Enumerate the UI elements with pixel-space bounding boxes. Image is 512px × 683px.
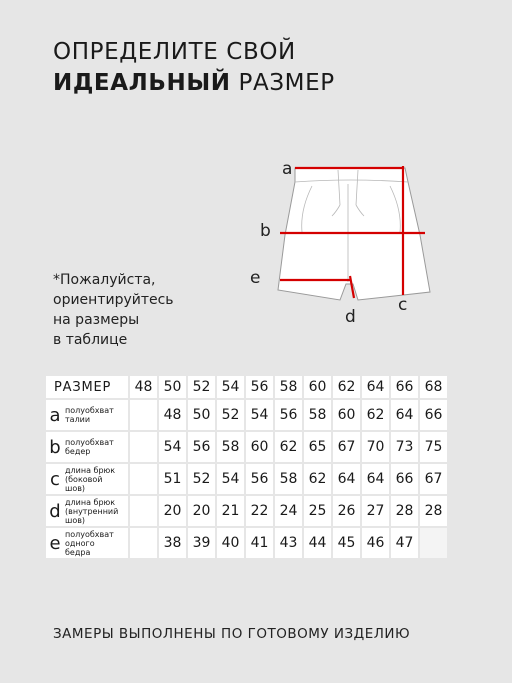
measure-letter: b bbox=[49, 436, 61, 458]
measure-value-cell: 70 bbox=[362, 432, 389, 462]
measure-value-cell: 26 bbox=[333, 496, 360, 526]
measure-value-cell: 27 bbox=[362, 496, 389, 526]
measure-value-cell: 64 bbox=[391, 400, 418, 430]
measure-row-label bbox=[46, 496, 128, 526]
size-note bbox=[53, 270, 174, 350]
size-header-cell: 68 bbox=[420, 376, 447, 398]
title-light-word: РАЗМЕР bbox=[238, 70, 335, 96]
measure-letter: e bbox=[49, 532, 61, 554]
size-table bbox=[44, 374, 449, 560]
measure-value-cell: 28 bbox=[420, 496, 447, 526]
measure-row-label bbox=[46, 528, 128, 558]
note-line-4: в таблице bbox=[53, 332, 128, 348]
measure-value-cell: 51 bbox=[159, 464, 186, 494]
measure-value-cell: 67 bbox=[420, 464, 447, 494]
measure-value-cell bbox=[420, 528, 447, 558]
measure-value-cell: 48 bbox=[159, 400, 186, 430]
measure-value-cell: 58 bbox=[304, 400, 331, 430]
measure-value-cell: 47 bbox=[391, 528, 418, 558]
title-bold-word: ИДЕАЛЬНЫЙ bbox=[53, 70, 231, 96]
measure-description-line: шов) bbox=[65, 515, 86, 525]
measure-value-cell: 62 bbox=[275, 432, 302, 462]
measure-row-d bbox=[46, 496, 447, 526]
measure-letter: a bbox=[49, 404, 61, 426]
measure-value-cell bbox=[130, 400, 157, 430]
measure-row-e bbox=[46, 528, 447, 558]
note-line-3: на размеры bbox=[53, 312, 140, 328]
label-c: c bbox=[398, 295, 408, 315]
measure-letter: c bbox=[50, 468, 60, 490]
measure-value-cell: 52 bbox=[188, 464, 215, 494]
measure-row-label bbox=[46, 464, 128, 494]
measure-value-cell: 20 bbox=[188, 496, 215, 526]
size-header-cell: 62 bbox=[333, 376, 360, 398]
size-header-cell: 56 bbox=[246, 376, 273, 398]
measure-value-cell: 67 bbox=[333, 432, 360, 462]
measure-value-cell: 28 bbox=[391, 496, 418, 526]
measure-value-cell: 62 bbox=[362, 400, 389, 430]
measure-letter: d bbox=[49, 500, 61, 522]
measure-value-cell: 56 bbox=[275, 400, 302, 430]
measure-value-cell: 75 bbox=[420, 432, 447, 462]
measure-value-cell: 60 bbox=[333, 400, 360, 430]
measure-description-line: шов) bbox=[65, 483, 86, 493]
measure-value-cell: 56 bbox=[246, 464, 273, 494]
measure-value-cell: 66 bbox=[391, 464, 418, 494]
size-header-cell: 52 bbox=[188, 376, 215, 398]
measure-description-line: длина брюк bbox=[65, 465, 116, 475]
measure-value-cell: 24 bbox=[275, 496, 302, 526]
measure-description-line: полуобхват bbox=[65, 529, 114, 539]
size-header-cell: 64 bbox=[362, 376, 389, 398]
measure-row-c bbox=[46, 464, 447, 494]
measure-value-cell: 58 bbox=[217, 432, 244, 462]
title-line-2 bbox=[53, 68, 335, 99]
measure-value-cell: 50 bbox=[188, 400, 215, 430]
shorts-measurement-diagram bbox=[240, 150, 460, 335]
measure-description-line: бедер bbox=[65, 447, 91, 456]
measure-value-cell: 56 bbox=[188, 432, 215, 462]
label-d: d bbox=[345, 307, 356, 327]
size-header-row bbox=[46, 376, 447, 398]
measure-value-cell: 44 bbox=[304, 528, 331, 558]
measure-value-cell: 52 bbox=[217, 400, 244, 430]
measure-description-line: длина брюк bbox=[65, 497, 116, 507]
measure-value-cell: 39 bbox=[188, 528, 215, 558]
note-line-2: ориентируйтесь bbox=[53, 292, 174, 308]
measure-description-line: бедра bbox=[65, 547, 91, 557]
measure-value-cell: 66 bbox=[420, 400, 447, 430]
measure-description bbox=[65, 406, 114, 424]
measure-value-cell: 73 bbox=[391, 432, 418, 462]
measure-value-cell: 21 bbox=[217, 496, 244, 526]
size-header-cell: 66 bbox=[391, 376, 418, 398]
measure-value-cell: 54 bbox=[246, 400, 273, 430]
measure-value-cell: 65 bbox=[304, 432, 331, 462]
measure-value-cell: 64 bbox=[333, 464, 360, 494]
page-title bbox=[53, 37, 335, 99]
measure-value-cell: 46 bbox=[362, 528, 389, 558]
measure-description bbox=[65, 498, 118, 525]
size-header-cell: 50 bbox=[159, 376, 186, 398]
measure-description bbox=[65, 466, 115, 493]
measure-description bbox=[65, 530, 114, 557]
measure-description-line: полуобхват bbox=[65, 406, 114, 415]
measure-value-cell: 41 bbox=[246, 528, 273, 558]
size-header-cell: 60 bbox=[304, 376, 331, 398]
measure-value-cell: 58 bbox=[275, 464, 302, 494]
measure-value-cell: 54 bbox=[159, 432, 186, 462]
measure-row-b bbox=[46, 432, 447, 462]
measure-description-line: полуобхват bbox=[65, 438, 114, 447]
measure-value-cell: 40 bbox=[217, 528, 244, 558]
size-header-cell: 58 bbox=[275, 376, 302, 398]
measure-description bbox=[65, 438, 114, 456]
measure-value-cell: 62 bbox=[304, 464, 331, 494]
measure-row-label bbox=[46, 432, 128, 462]
measure-value-cell: 25 bbox=[304, 496, 331, 526]
measure-value-cell bbox=[130, 528, 157, 558]
measure-value-cell bbox=[130, 464, 157, 494]
measure-description-line: одного bbox=[65, 538, 95, 548]
label-a: a bbox=[282, 159, 293, 179]
measure-row-label bbox=[46, 400, 128, 430]
measure-description-line: талии bbox=[65, 415, 91, 424]
size-header-cell: 48 bbox=[130, 376, 157, 398]
measure-value-cell: 38 bbox=[159, 528, 186, 558]
measure-value-cell: 64 bbox=[362, 464, 389, 494]
measure-value-cell: 60 bbox=[246, 432, 273, 462]
size-header-label: РАЗМЕР bbox=[46, 376, 128, 398]
measure-value-cell: 22 bbox=[246, 496, 273, 526]
measure-value-cell: 45 bbox=[333, 528, 360, 558]
footer-note: ЗАМЕРЫ ВЫПОЛНЕНЫ ПО ГОТОВОМУ ИЗДЕЛИЮ bbox=[53, 626, 411, 642]
note-line-1: *Пожалуйста, bbox=[53, 272, 156, 288]
measure-description-line: (боковой bbox=[65, 474, 103, 484]
size-header-cell: 54 bbox=[217, 376, 244, 398]
title-line-1: ОПРЕДЕЛИТЕ СВОЙ bbox=[53, 39, 296, 65]
label-e: e bbox=[250, 268, 261, 288]
measure-value-cell: 43 bbox=[275, 528, 302, 558]
label-b: b bbox=[260, 221, 271, 241]
measure-value-cell bbox=[130, 496, 157, 526]
measure-row-a bbox=[46, 400, 447, 430]
measure-value-cell: 54 bbox=[217, 464, 244, 494]
measure-value-cell bbox=[130, 432, 157, 462]
measure-description-line: (внутренний bbox=[65, 506, 119, 516]
measure-value-cell: 20 bbox=[159, 496, 186, 526]
